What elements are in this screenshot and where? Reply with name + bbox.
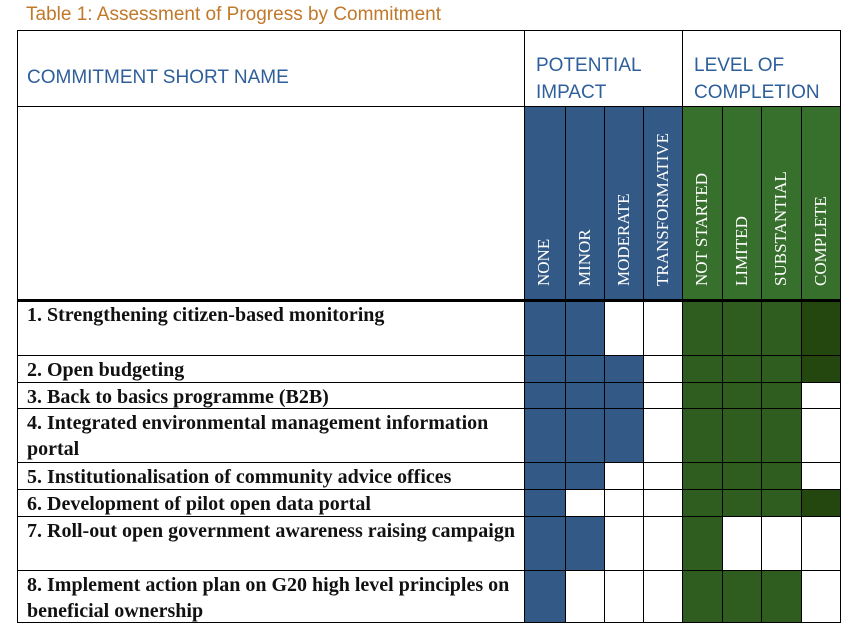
level-header-label: LIMITED [732, 216, 751, 286]
grid-line [17, 489, 841, 490]
grid-line [17, 299, 841, 302]
grid-line [801, 106, 802, 623]
grid-line [643, 106, 644, 623]
completion-cell [682, 382, 722, 408]
completion-cell [722, 355, 761, 382]
completion-cell [761, 570, 801, 622]
commitment-column-header: COMMITMENT SHORT NAME [27, 67, 289, 88]
level-header-label: NOT STARTED [692, 173, 711, 286]
completion-cell [682, 300, 722, 355]
grid-line [17, 355, 841, 356]
completion-cell [801, 300, 840, 355]
impact-cell [524, 570, 565, 622]
impact-cell [604, 382, 643, 408]
completion-cell [722, 382, 761, 408]
grid-line [17, 516, 841, 517]
level-header-label: COMPLETE [811, 196, 830, 286]
row-label: 6. Development of pilot open data portal [27, 493, 371, 515]
row-label: 4. Integrated environmental management information portal [27, 412, 489, 460]
completion-cell [761, 489, 801, 516]
row-label: 3. Back to basics programme (B2B) [27, 386, 329, 408]
completion-cell [761, 462, 801, 489]
grid-line [524, 30, 525, 623]
completion-cell [682, 516, 722, 570]
level-of-completion-header: LEVEL OF COMPLETION [694, 55, 820, 103]
completion-cell [722, 300, 761, 355]
grid-line [840, 30, 841, 623]
completion-cell [682, 570, 722, 622]
grid-line [604, 106, 605, 623]
impact-cell [524, 516, 565, 570]
level-header-label: MINOR [575, 229, 594, 286]
impact-cell [524, 489, 565, 516]
potential-impact-header: POTENTIAL IMPACT [536, 55, 641, 103]
grid-line [565, 106, 566, 623]
level-header-label: NONE [534, 238, 553, 286]
completion-cell [682, 489, 722, 516]
completion-cell [682, 462, 722, 489]
impact-cell [565, 516, 604, 570]
level-header-label: TRANSFORMATIVE [653, 132, 672, 286]
impact-cell [565, 462, 604, 489]
completion-cell [761, 408, 801, 462]
level-header-label: MODERATE [614, 193, 633, 286]
impact-cell [565, 382, 604, 408]
impact-cell [565, 300, 604, 355]
completion-cell [722, 489, 761, 516]
row-label: 2. Open budgeting [27, 359, 185, 381]
completion-cell [722, 408, 761, 462]
completion-cell [761, 300, 801, 355]
impact-cell [524, 382, 565, 408]
impact-cell [524, 408, 565, 462]
row-label: 7. Roll-out open government awareness raising campaign [27, 520, 515, 542]
impact-cell [524, 462, 565, 489]
row-label: 8. Implement action plan on G20 high level principles on beneficial ownership [27, 574, 510, 622]
grid-line [17, 106, 841, 107]
impact-cell [565, 408, 604, 462]
level-header-label: SUBSTANTIAL [771, 171, 790, 286]
completion-cell [761, 382, 801, 408]
impact-cell [524, 355, 565, 382]
completion-cell [801, 489, 840, 516]
row-label: 1. Strengthening citizen-based monitoring [27, 304, 385, 326]
grid-line [17, 462, 841, 463]
impact-cell [524, 300, 565, 355]
grid-line [17, 30, 841, 31]
grid-line [17, 570, 841, 571]
impact-cell [565, 355, 604, 382]
row-label: 5. Institutionalisation of community advice offices [27, 466, 452, 488]
completion-cell [761, 355, 801, 382]
grid-line [17, 622, 841, 623]
table-caption: Table 1: Assessment of Progress by Commitment [26, 4, 441, 25]
grid-line [17, 382, 841, 383]
completion-cell [722, 462, 761, 489]
impact-cell [604, 408, 643, 462]
grid-line [761, 106, 762, 623]
grid-line [17, 30, 18, 623]
grid-line [722, 106, 723, 623]
impact-cell [604, 355, 643, 382]
completion-cell [682, 355, 722, 382]
completion-cell [682, 408, 722, 462]
grid-line [17, 408, 841, 409]
grid-line [682, 30, 683, 623]
completion-cell [801, 355, 840, 382]
completion-cell [722, 570, 761, 622]
